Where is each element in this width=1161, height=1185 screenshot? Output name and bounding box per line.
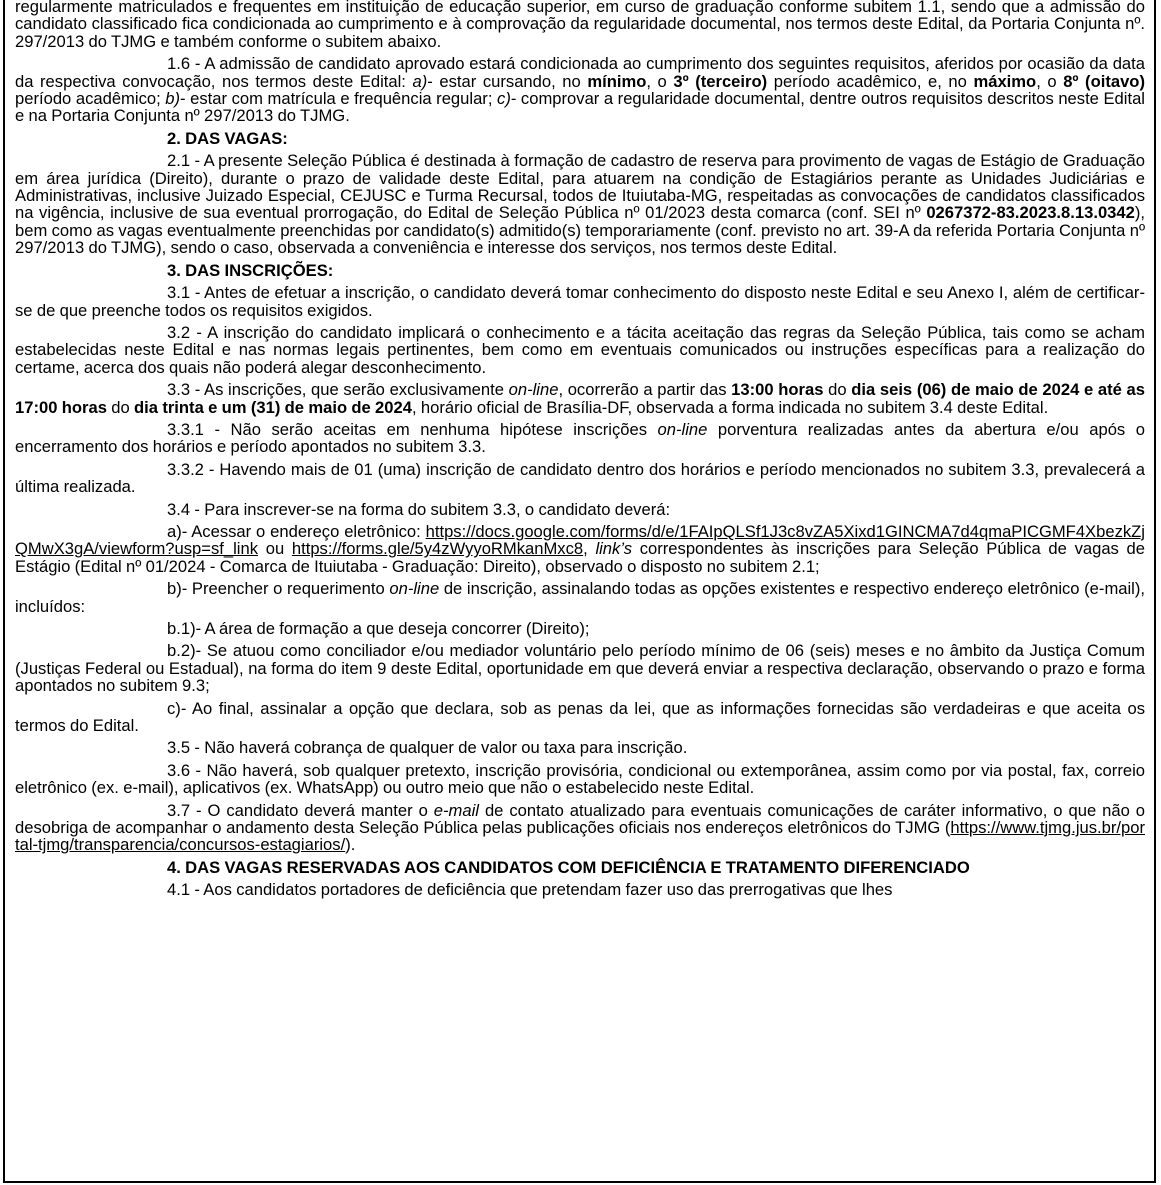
text-run: 3.3.2 - Havendo mais de 01 (uma) inscrição de candidato dentro dos horários e período mencionados no subitem 3.3, prevalecerá a última realizada. (15, 459, 1145, 497)
bold-text: 3º (terceiro) (673, 71, 768, 91)
text-run: a)- Acessar o endereço eletrônico: (167, 521, 426, 541)
text-run: 3.7 - O candidato deverá manter o (167, 800, 434, 820)
text-run: ). (345, 835, 356, 855)
text-run: de contato atualizado para eventuais comunicações de caráter informativo, o que não o desobriga de acompanhar o andamento desta Seleção Pública pelas publicações oficiais nos endereços eletrônicos do TJMG ( (15, 800, 1145, 838)
text-run: : (327, 260, 334, 280)
text-run: de inscrição, assinalando todas as opções existentes e respectivo endereço eletrônico (e-mail), incluídos: (15, 579, 1145, 616)
paragraph-3-4-c (15, 700, 1145, 735)
text-run: 3.6 - Não haverá, sob qualquer pretexto, inscrição provisória, condicional ou extemporânea, assim como por via postal, fax, correio eletrônico (ex. e-mail), aplicativos (ex. WhatsApp) ou outro meio que não o estabelecido neste Edital. (15, 760, 1145, 798)
text-run: regularmente matriculados e frequentes em instituição de educação superior, em curso de graduação conforme subitem 1.1, sendo que a admissão do candidato classificado fica condicionada ao cumprimento e à comprovação da regularidade documental, nos termos deste Edital, da Portaria Conjunta nº. 297/2013 do TJMG e também conforme o subitem abaixo. (15, 0, 1145, 51)
italic-text: b) (165, 89, 181, 109)
italic-text: link’s (595, 539, 633, 559)
text-run: 3.3 - As inscrições, que serão exclusivamente (167, 380, 509, 400)
bold-text: máximo (973, 71, 1037, 91)
bold-text: 13:00 horas (731, 380, 824, 400)
paragraph-3-4-b-2 (15, 642, 1145, 694)
text-run: do (823, 380, 852, 400)
paragraph-3-3 (15, 381, 1145, 416)
paragraph-3-7 (15, 802, 1145, 854)
text-run: , ocorrerão a partir das (558, 380, 732, 400)
text-run: porventura realizadas antes da abertura e/ou após o encerramento dos horários e período apontados no subitem 3.3. (15, 419, 1145, 457)
paragraph-3-4-b (15, 580, 1145, 615)
bold-text: 3. DAS INSCRIÇÕES (167, 260, 328, 280)
bold-text: 8º (oitavo) (1063, 71, 1145, 91)
text-run: 3.4 - Para inscrever-se na forma do subitem 3.3, o candidato deverá: (167, 499, 671, 519)
document-page (3, 0, 1156, 1183)
paragraph-3-6 (15, 762, 1145, 797)
text-run: , o (1036, 71, 1064, 91)
text-run: 1.6 - A admissão de candidato aprovado estará condicionada ao cumprimento dos seguintes requisitos, aferidos por ocasião da data da respectiva convocação, nos termos deste Edital: (15, 54, 1145, 91)
text-run: b)- Preencher o requerimento (167, 579, 390, 599)
paragraph-3-3-1 (15, 421, 1145, 456)
text-run: 3.3.1 - Não serão aceitas em nenhuma hipótese inscrições (167, 419, 658, 439)
bold-text: 0267372-83.2023.8.13.0342 (926, 203, 1135, 223)
italic-text: a) (412, 71, 428, 91)
paragraph-1-6 (15, 55, 1145, 125)
text-run: 3.1 - Antes de efetuar a inscrição, o candidato deverá tomar conhecimento do disposto neste Edital e seu Anexo I, além de certificar-se de que preenche todos os requisitos exigidos. (15, 283, 1145, 320)
paragraph-3-3-2 (15, 461, 1145, 496)
text-run: 4.1 - Aos candidatos portadores de deficiência que pretendam fazer uso das prerrogativas que lhes (167, 880, 893, 900)
link[interactable]: https://forms.gle/5y4zWyyoRMkanMxc8 (291, 539, 584, 559)
text-run: - estar com matrícula e frequência regular; (180, 89, 498, 109)
paragraph-intro (15, 0, 1145, 50)
text-run: ), bem como as vagas eventualmente preenchidas por candidato(s) admitido(s) temporariamente (conf. previsto no art. 39-A da referida Portaria Conjunta nº 297/2013 do TJMG), sendo o caso, observada a conveniência e interesse dos serviços, nos termos deste Edital. (15, 203, 1145, 258)
bold-text: 2. DAS VAGAS (167, 128, 283, 148)
italic-text: e-mail (433, 800, 479, 820)
text-run: : (282, 128, 288, 148)
text-run: ou (258, 539, 292, 559)
link[interactable]: https://www.tjmg.jus.br/portal-tjmg/transparencia/concursos-estagiarios/ (15, 818, 1145, 855)
heading-4-vagas-reservadas (15, 859, 1145, 876)
text-run: correspondentes às inscrições para Seleção Pública de vagas de Estágio (Edital nº 01/2024 - Comarca de Ituiutaba - Graduação: Direito), observado o disposto no subitem 2.1; (15, 539, 1146, 576)
heading-3-das-inscricoes (15, 262, 1145, 279)
paragraph-3-4-a (15, 523, 1145, 575)
text-run: b.2)- Se atuou como conciliador e/ou mediador voluntário pelo período mínimo de 06 (seis) meses e no âmbito da Justiça Comum (Justiças Federal ou Estadual), na forma do item 9 deste Edital, oportunidade em que deverá enviar a respectiva declaração, observando o prazo e forma apontados no subitem 9.3; (15, 641, 1145, 696)
text-run: c)- Ao final, assinalar a opção que declara, sob as penas da lei, que as informações fornecidas são verdadeiras e que aceita os termos do Edital. (15, 698, 1145, 736)
paragraph-3-5 (15, 739, 1145, 756)
italic-text: on-line (657, 419, 708, 439)
text-run: 3.5 - Não haverá cobrança de qualquer de valor ou taxa para inscrição. (167, 738, 688, 758)
text-run: - estar cursando, no (427, 71, 588, 91)
italic-text: on-line (508, 380, 559, 400)
text-run: - comprovar a regularidade documental, dentre outros requisitos descritos neste Edital e na Portaria Conjunta nº 297/2013 do TJMG. (15, 89, 1145, 126)
paragraph-3-2 (15, 324, 1145, 376)
text-run: 3.2 - A inscrição do candidato implicará o conhecimento e a tácita aceitação das regras da Seleção Pública, tais como se acham estabelecidas neste Edital e nas normas legais pertinentes, bem como em eventuais comunicados ou instruções específicas para a realização do certame, acerca dos quais não poderá alegar desconhecimento. (15, 322, 1145, 377)
text-run: do (106, 397, 135, 417)
bold-text: 4. DAS VAGAS RESERVADAS AOS CANDIDATOS COM DEFICIÊNCIA E TRATAMENTO DIFERENCIADO (167, 857, 970, 877)
text-run: , horário oficial de Brasília-DF, observada a forma indicada no subitem 3.4 deste Edital. (411, 397, 1049, 417)
text-run: , o (646, 71, 674, 91)
text-run: período acadêmico, e, no (767, 71, 974, 91)
bold-text: mínimo (587, 71, 647, 91)
text-run: b.1)- A área de formação a que deseja concorrer (Direito); (167, 619, 590, 638)
link[interactable]: https://docs.google.com/forms/d/e/1FAIpQLSf1J3c8vZA5Xixd1GINCMA7d4qmaPICGMF4XbezkZjQMwX3gA/viewform?usp=sf_link (15, 521, 1145, 559)
paragraph-3-1 (15, 284, 1145, 319)
paragraph-3-4 (15, 501, 1145, 518)
italic-text: c) (497, 89, 511, 109)
bold-text: dia seis (06) de maio de 2024 e até as 17:00 horas (15, 380, 1145, 417)
text-run: período acadêmico; (15, 89, 166, 109)
heading-2-das-vagas (15, 130, 1145, 147)
paragraph-3-4-b-1 (15, 620, 1145, 637)
text-run: 2.1 - A presente Seleção Pública é destinada à formação de cadastro de reserva para provimento de vagas de Estágio de Graduação em área jurídica (Direito), durante o prazo de validade deste Edital, para atuarem na condição de Estagiários perante as Unidades Judiciárias e Administrativas, inclusive Juizado Especial, CEJUSC e Turma Recursal, todos de Ituiutaba-MG, respeitadas as convocações de candidatos classificados na vigência, inclusive de sua eventual prorrogação, do Edital de Seleção Pública nº 01/2023 desta comarca (conf. SEI nº (15, 151, 1145, 223)
italic-text: on-line (389, 579, 440, 599)
bold-text: dia trinta e um (31) de maio de 2024 (134, 397, 412, 417)
paragraph-4-1 (15, 881, 1145, 898)
paragraph-2-1 (15, 152, 1145, 256)
text-run: , (583, 539, 596, 559)
